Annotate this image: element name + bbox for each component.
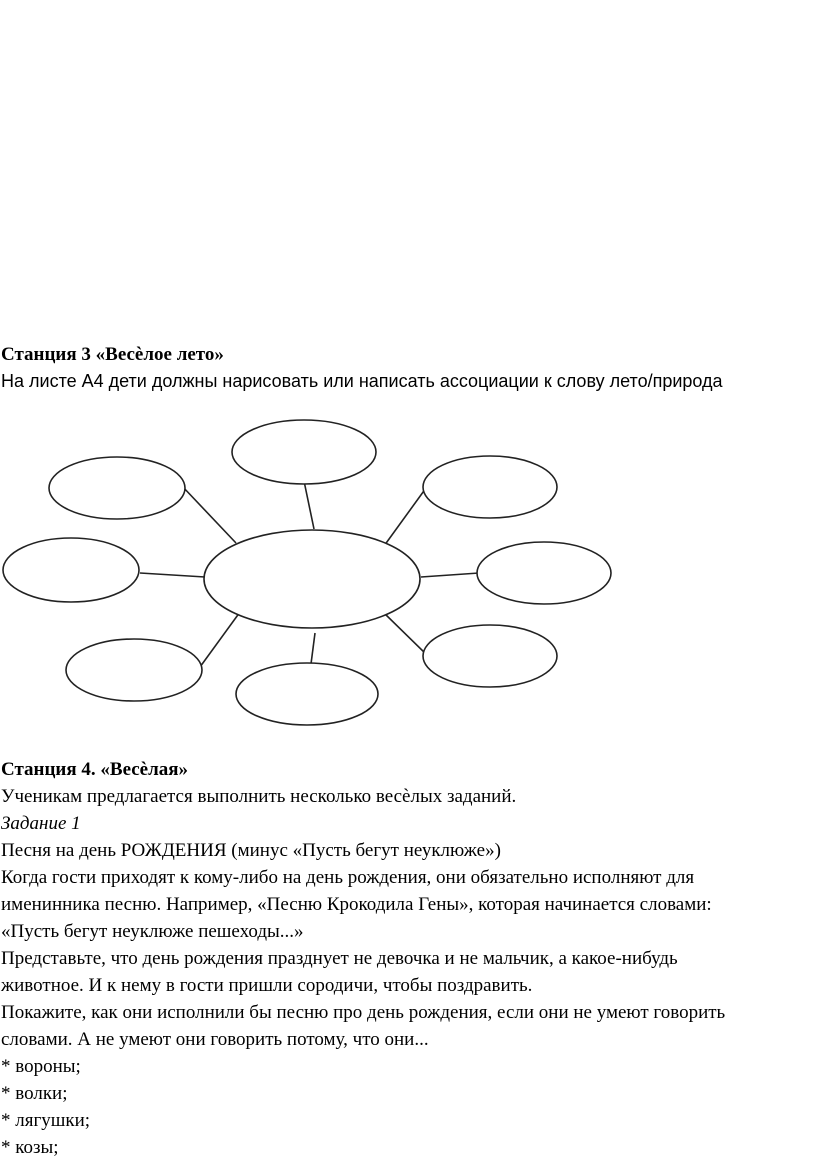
station3-title: Станция 3 «Весѐлое лето»: [1, 344, 224, 365]
outer-ellipse: [423, 456, 557, 518]
body-line: «Пусть бегут неуклюже пешеходы...»: [1, 921, 304, 942]
connector-line: [304, 481, 314, 529]
outer-ellipse: [232, 420, 376, 484]
list-item: * козы;: [1, 1137, 59, 1158]
task-label: Задание 1: [1, 813, 81, 834]
center-ellipse: [204, 530, 420, 628]
connector-line: [311, 633, 315, 664]
association-diagram: [0, 410, 816, 730]
list-item: * вороны;: [1, 1056, 81, 1077]
station4-intro: Ученикам предлагается выполнить несколько весѐлых заданий.: [1, 786, 517, 807]
body-line: Песня на день РОЖДЕНИЯ (минус «Пусть бегут неуклюже»): [1, 840, 501, 861]
list-item: * лягушки;: [1, 1110, 91, 1131]
outer-ellipse: [236, 663, 378, 725]
connector-line: [140, 573, 205, 577]
body-line: именинника песню. Например, «Песню Крокодила Гены», которая начинается словами:: [1, 894, 712, 915]
list-item: * волки;: [1, 1083, 68, 1104]
body-line: словами. А не умеют они говорить потому, что они...: [1, 1029, 429, 1050]
connector-line: [383, 612, 428, 656]
outer-ellipse: [49, 457, 185, 519]
outer-ellipse: [66, 639, 202, 701]
outer-ellipse: [423, 625, 557, 687]
body-line: Покажите, как они исполнили бы песню про день рождения, если они не умеют говорить: [1, 1002, 726, 1023]
connector-line: [384, 488, 426, 546]
station3-text: На листе А4 дети должны нарисовать или написать ассоциации к слову лето/природа: [1, 371, 723, 391]
connector-line: [200, 612, 240, 667]
connector-line: [182, 486, 236, 543]
body-line: Представьте, что день рождения празднует не девочка и не мальчик, а какое-нибудь: [1, 948, 678, 969]
connector-line: [421, 573, 479, 577]
body-line: животное. И к нему в гости пришли сородичи, чтобы поздравить.: [1, 975, 533, 996]
outer-ellipse: [477, 542, 611, 604]
body-line: Когда гости приходят к кому-либо на день рождения, они обязательно исполняют для: [1, 867, 695, 888]
outer-ellipse: [3, 538, 139, 602]
station4-title: Станция 4. «Весѐлая»: [1, 759, 189, 780]
